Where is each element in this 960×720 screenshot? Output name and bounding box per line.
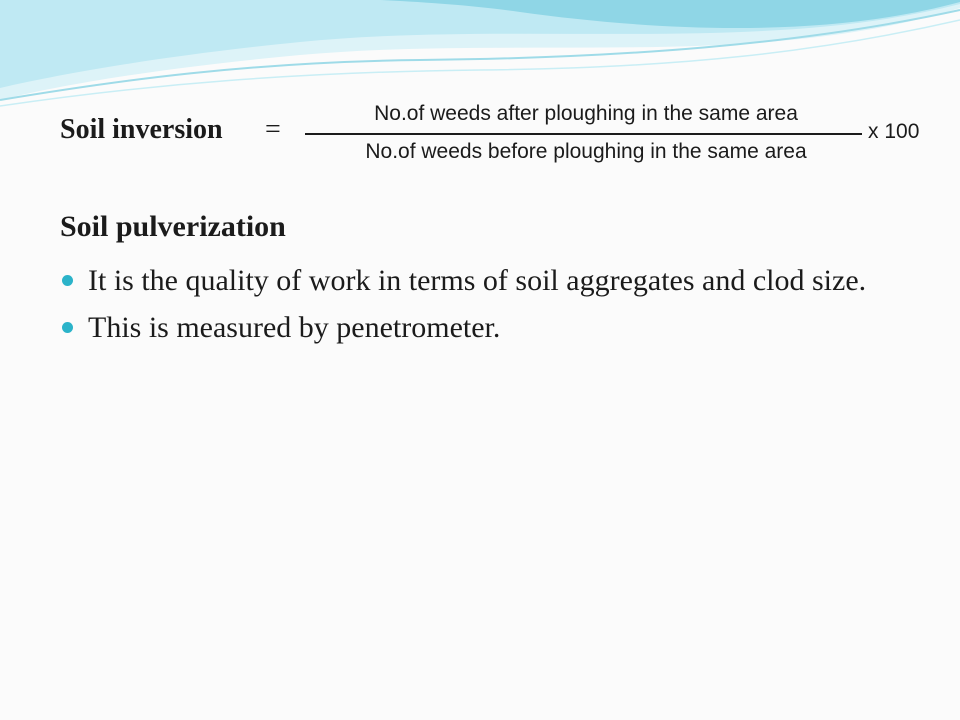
formula-denominator: No.of weeds before ploughing in the same area — [365, 140, 807, 163]
fraction-bar — [305, 133, 862, 135]
formula-multiplier: x 100 — [868, 120, 920, 143]
section-heading: Soil pulverization — [60, 210, 286, 243]
bullet-text: It is the quality of work in terms of soil aggregates and clod size. — [88, 264, 867, 297]
bullet-text: This is measured by penetrometer. — [88, 311, 501, 344]
bullet-dot-icon — [62, 322, 73, 333]
formula-numerator: No.of weeds after ploughing in the same area — [374, 102, 798, 125]
bullet-list — [60, 262, 920, 356]
formula-label: Soil inversion — [60, 114, 223, 145]
equals-sign: = — [265, 114, 281, 145]
bullet-item — [60, 262, 920, 299]
soil-inversion-formula — [60, 102, 940, 172]
bullet-dot-icon — [62, 275, 73, 286]
bullet-item — [60, 309, 920, 346]
